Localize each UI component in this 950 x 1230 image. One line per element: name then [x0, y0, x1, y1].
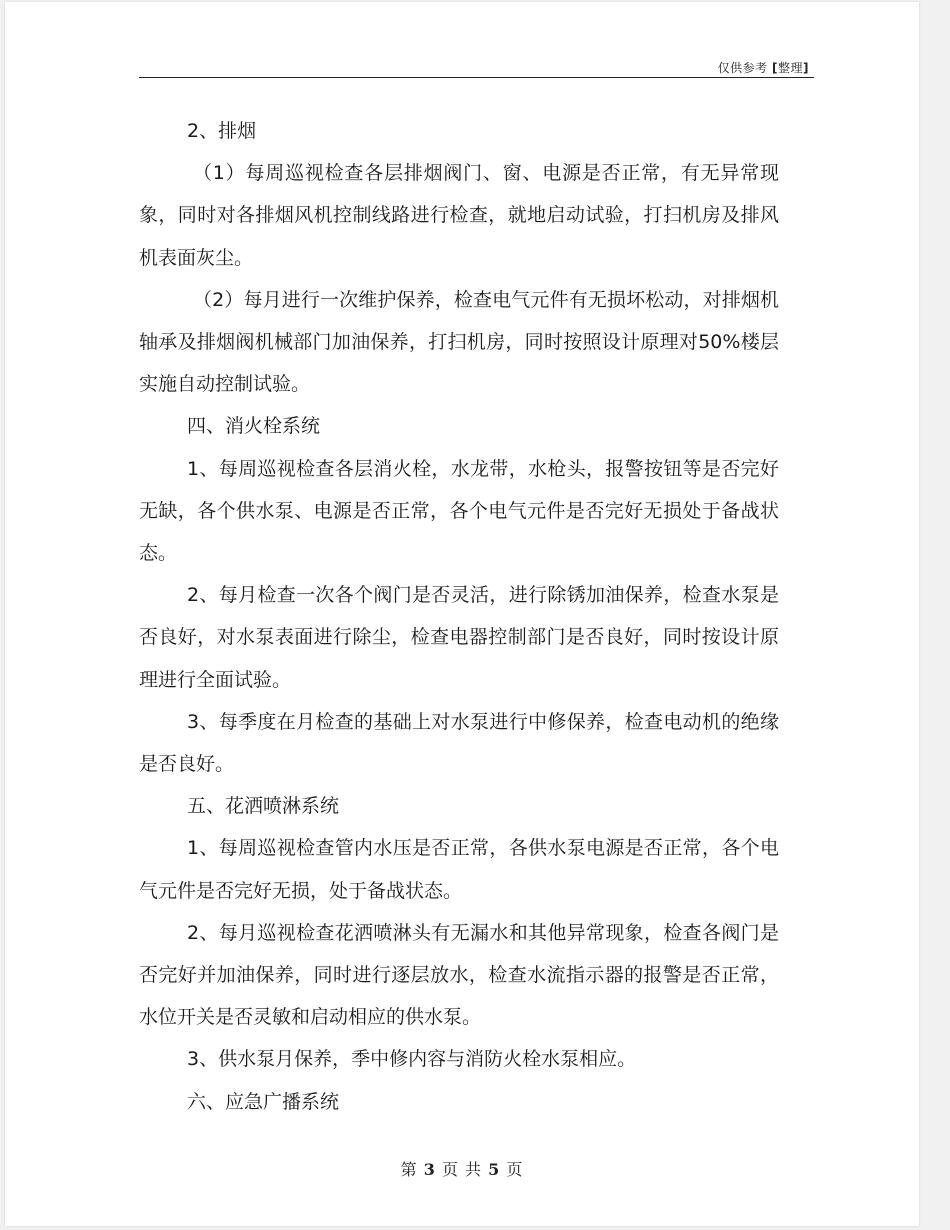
- section-heading: 四、消火栓系统: [187, 415, 321, 438]
- paragraph: 3、供水泵月保养，季中修内容与消防火栓水泵相应。: [187, 1048, 637, 1071]
- document-page: [5, 2, 919, 1226]
- footer-middle: 页 共: [441, 1160, 483, 1179]
- current-page-number: 3: [423, 1160, 436, 1179]
- section-heading: 六、应急广播系统: [187, 1090, 340, 1113]
- footer-suffix: 页: [506, 1160, 524, 1179]
- header-bracket-open: [: [772, 61, 778, 75]
- paragraph: 1、每周巡视检查各层消火栓，水龙带，水枪头，报警按钮等是否完好无缺，各个供水泵、电源是否正常，各个电气元件是否完好无损处于备战状态。: [139, 457, 779, 565]
- header-bracket-close: ]: [803, 61, 809, 75]
- paragraph: （1）每周巡视检查各层排烟阀门、窗、电源是否正常，有无异常现象，同时对各排烟风机控制线路进行检查，就地启动试验，打扫机房及排风机表面灰尘。: [139, 162, 779, 269]
- header-bracket-word: 整理: [778, 61, 804, 75]
- header-divider: [139, 77, 814, 78]
- paragraph: 2、每月巡视检查花洒喷淋头有无漏水和其他异常现象，检查各阀门是否完好并加油保养，同时进行逐层放水，检查水流指示器的报警是否正常，水位开关是否灵敏和启动相应的供水泵。: [139, 921, 779, 1029]
- total-pages-number: 5: [488, 1160, 501, 1179]
- paragraph: （2）每月进行一次维护保养，检查电气元件有无损坏松动，对排烟机轴承及排烟阀机械部门加油保养，打扫机房，同时按照设计原理对50%楼层实施自动控制试验。: [139, 288, 779, 396]
- paragraph: 2、每月检查一次各个阀门是否灵活，进行除锈加油保养，检查水泵是否良好，对水泵表面进行除尘，检查电器控制部门是否良好，同时按设计原理进行全面试验。: [139, 584, 779, 691]
- paragraph: 2、排烟: [187, 120, 257, 142]
- section-heading: 五、花洒喷淋系统: [187, 795, 340, 818]
- paragraph: 1、每周巡视检查管内水压是否正常，各供水泵电源是否正常，各个电气元件是否完好无损，处于备战状态。: [139, 837, 779, 902]
- page-number-footer: [5, 1157, 919, 1180]
- header-note: [718, 59, 809, 76]
- footer-prefix: 第: [400, 1160, 418, 1179]
- paragraph: 3、每季度在月检查的基础上对水泵进行中修保养，检查电动机的绝缘是否良好。: [139, 710, 779, 776]
- body-text: [139, 110, 779, 1123]
- header-note-text: 仅供参考: [717, 61, 768, 75]
